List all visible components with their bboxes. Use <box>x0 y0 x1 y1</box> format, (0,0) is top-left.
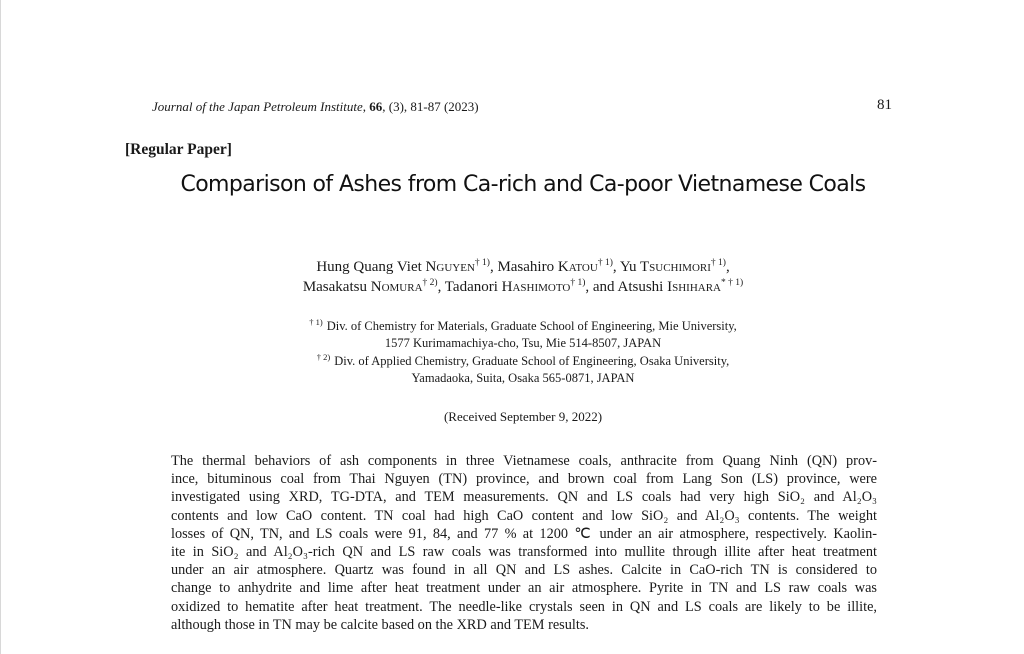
author-name: Tadanori Hashimoto$^{\dagger 1)}$ <box>444 278 586 295</box>
abstract-line: oxidized to hematite after heat treatment. The needle-like crystals seen in QN and LS coals are likely to be illite, <box>171 598 877 615</box>
abstract <box>171 452 877 634</box>
journal-issue-pages-year: (3), 81-87 (2023) <box>388 99 479 114</box>
author-line-2: Masakatsu Nomura$^{\dagger 2)}$, Tadanori Hashimoto$^{\dagger 1)}$, and Atsushi Ishihara$^{* \dagger 1)}$ <box>302 278 744 295</box>
abstract-line: The thermal behaviors of ash components in three Vietnamese coals, anthracite from Quang Ninh (QN) prov- <box>171 453 877 469</box>
affiliation-1-line-2: 1577 Kurimamachiya-cho, Tsu, Mie 514-8507, JAPAN <box>384 336 662 350</box>
affiliation-2-line-1: $^{\dagger 2)}$ Div. of Applied Chemistry, Graduate School of Engineering, Osaka University, <box>316 352 730 368</box>
page-number: 81 <box>877 97 892 113</box>
received-date: (Received September 9, 2022) <box>443 409 603 424</box>
abstract-line: change to anhydrite and lime after heat treatment under an air atmosphere. Pyrite in TN and LS raw coals was <box>171 580 877 597</box>
paper-title: Comparison of Ashes from Ca-rich and Ca-poor Vietnamese Coals <box>180 172 866 197</box>
paper-type: [Regular Paper] <box>125 141 232 158</box>
author-name: Masakatsu Nomura$^{\dagger 2)}$ <box>302 278 438 295</box>
affiliation-1-line-1: $^{\dagger 1)}$ Div. of Chemistry for Materials, Graduate School of Engineering, Mie University, <box>309 317 737 333</box>
author-line-1: Hung Quang Viet Nguyen$^{\dagger 1)}$, Masahiro Katou$^{\dagger 1)}$, Yu Tsuchimori$^{\dagger 1)}$, <box>316 258 730 275</box>
abstract-line: although those in TN may be calcite based on the XRD and TEM results. <box>171 616 589 633</box>
abstract-line: ince, bituminous coal from Thai Nguyen (TN) province, and brown coal from Lang Son (LS) province, were <box>171 471 877 488</box>
author-name: Masahiro Katou$^{\dagger 1)}$ <box>497 258 613 275</box>
author-name: Atsushi Ishihara$^{* \dagger 1)}$ <box>617 278 744 295</box>
author-name: Hung Quang Viet Nguyen$^{\dagger 1)}$ <box>316 258 490 275</box>
abstract-line: losses of QN, TN, and LS coals were 91, 84, and 77 % at 1200 ℃ under an air atmosphere, respectively. Kaolin- <box>171 525 877 542</box>
journal-volume: 66 <box>369 99 383 114</box>
abstract-line: investigated using XRD, TG-DTA, and TEM measurements. QN and LS coals had very high SiO₂ and Al₂O₃ <box>171 489 877 506</box>
abstract-line: ite in SiO₂ and Al₂O₃-rich QN and LS raw coals was transformed into mullite through illite after heat treatment <box>171 544 877 561</box>
author-name: Yu Tsuchimori$^{\dagger 1)}$ <box>619 258 726 275</box>
abstract-line: under an air atmosphere. Quartz was found in all QN and LS ashes. Calcite in CaO-rich TN is considered to <box>171 562 877 579</box>
affiliation-2-line-2: Yamadaoka, Suita, Osaka 565-0871, JAPAN <box>411 371 635 385</box>
journal-name: Journal of the Japan Petroleum Institute <box>152 99 363 114</box>
journal-citation: Journal of the Japan Petroleum Institute, 66, (3), 81-87 (2023) <box>152 99 479 114</box>
abstract-line: contents and low CaO content. TN coal had high CaO content and low SiO₂ and Al₂O₃ contents. The weight <box>171 507 877 524</box>
